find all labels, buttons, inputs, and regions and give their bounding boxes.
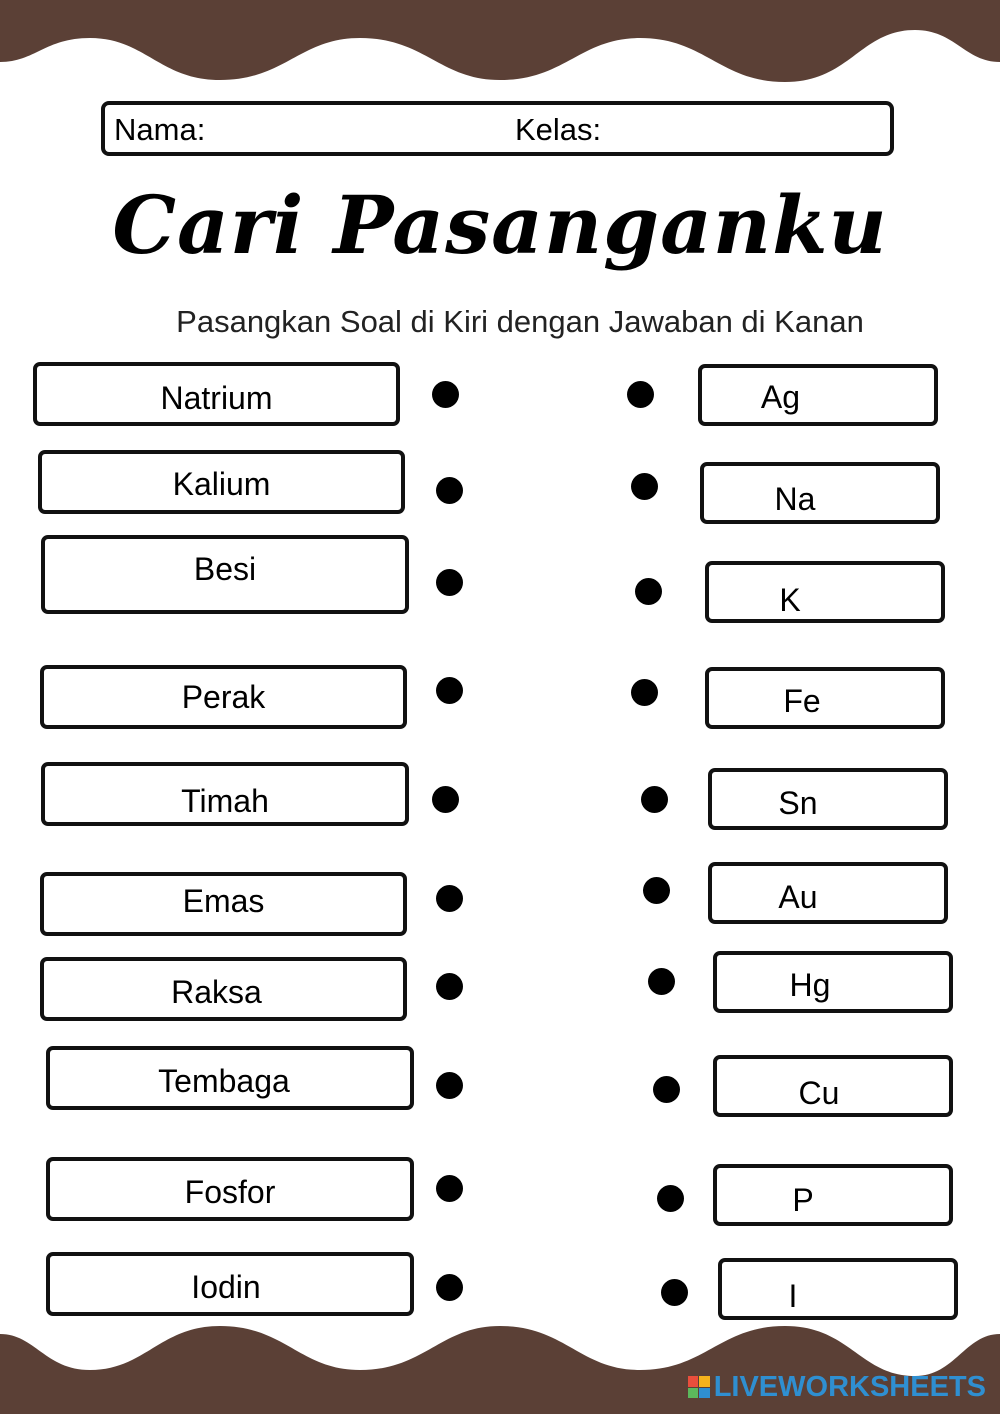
- answer-label: P: [792, 1182, 814, 1218]
- left-connector-dot[interactable]: [436, 1274, 463, 1301]
- answer-label: Ag: [760, 379, 801, 415]
- question-label: Raksa: [171, 974, 262, 1010]
- class-label: Kelas:: [515, 112, 602, 147]
- answer-box[interactable]: [708, 768, 948, 830]
- left-connector-dot[interactable]: [436, 677, 463, 704]
- question-box[interactable]: [46, 1252, 414, 1316]
- left-connector-dot[interactable]: [436, 973, 463, 1000]
- answer-box[interactable]: [713, 1164, 953, 1226]
- answer-label: K: [779, 582, 801, 618]
- question-label: Fosfor: [184, 1174, 276, 1210]
- liveworksheets-logo: [688, 1370, 986, 1404]
- left-connector-dot[interactable]: [436, 477, 463, 504]
- left-connector-dot[interactable]: [436, 885, 463, 912]
- answer-label: Au: [778, 879, 818, 915]
- left-connector-dot[interactable]: [432, 381, 459, 408]
- left-connector-dot[interactable]: [436, 1175, 463, 1202]
- worksheet-title: Cari Pasanganku: [112, 178, 888, 272]
- question-label: Kalium: [172, 466, 271, 502]
- question-label: Iodin: [191, 1269, 261, 1305]
- answer-label: Cu: [798, 1075, 840, 1111]
- question-box[interactable]: [46, 1157, 414, 1221]
- question-box[interactable]: [40, 872, 407, 936]
- question-box[interactable]: [41, 535, 409, 614]
- logo-grid-icon: [688, 1376, 710, 1398]
- answer-label: Na: [774, 481, 816, 517]
- left-connector-dot[interactable]: [432, 786, 459, 813]
- answer-label: Sn: [778, 785, 818, 821]
- answer-box[interactable]: [713, 1055, 953, 1117]
- top-wave-border: [0, 0, 1000, 110]
- answer-box[interactable]: [700, 462, 940, 524]
- logo-text: LIVEWORKSHEETS: [713, 1370, 986, 1403]
- answer-label: I: [788, 1278, 798, 1314]
- question-box[interactable]: [40, 957, 407, 1021]
- answer-label: Hg: [789, 967, 831, 1003]
- answer-box[interactable]: [705, 667, 945, 729]
- question-label: Natrium: [160, 380, 273, 416]
- answer-box[interactable]: [708, 862, 948, 924]
- answer-box[interactable]: [713, 951, 953, 1013]
- name-label: Nama:: [114, 112, 206, 147]
- student-info-box[interactable]: [101, 101, 894, 156]
- question-label: Tembaga: [158, 1063, 290, 1099]
- left-connector-dot[interactable]: [436, 569, 463, 596]
- question-box[interactable]: [33, 362, 400, 426]
- question-label: Perak: [181, 679, 266, 715]
- worksheet-instructions: Pasangkan Soal di Kiri dengan Jawaban di Kanan: [176, 304, 864, 339]
- question-box[interactable]: [38, 450, 405, 514]
- right-connector-dot[interactable]: [631, 679, 658, 706]
- question-label: Besi: [193, 551, 257, 587]
- left-connector-dot[interactable]: [436, 1072, 463, 1099]
- question-label: Timah: [181, 783, 269, 819]
- question-box[interactable]: [46, 1046, 414, 1110]
- question-box[interactable]: [40, 665, 407, 729]
- question-box[interactable]: [41, 762, 409, 826]
- right-connector-dot[interactable]: [653, 1076, 680, 1103]
- answer-box[interactable]: [698, 364, 938, 426]
- answer-box[interactable]: [705, 561, 945, 623]
- answer-box[interactable]: [718, 1258, 958, 1320]
- question-label: Emas: [182, 883, 265, 919]
- answer-label: Fe: [783, 683, 821, 719]
